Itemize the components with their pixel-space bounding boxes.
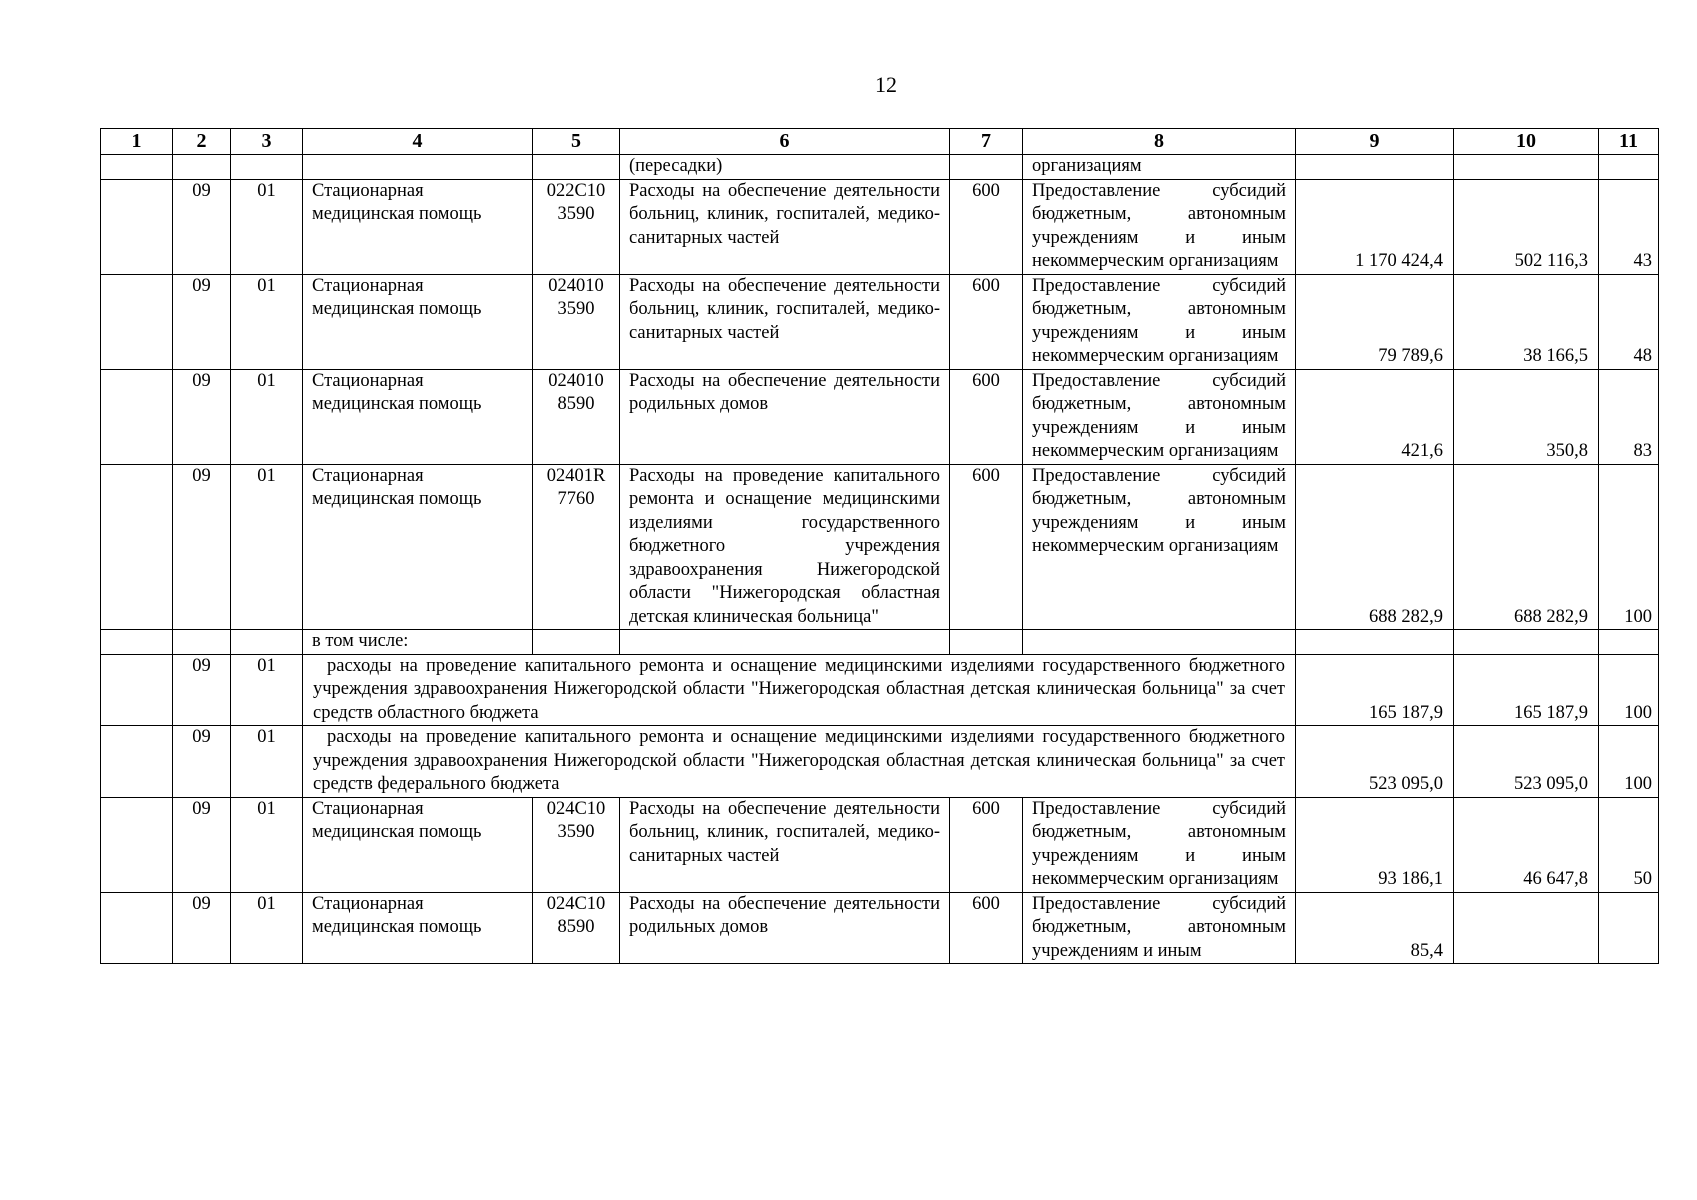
execution-percent: 100 [1599,726,1659,798]
section-code: 09 [173,369,231,464]
header-col-8: 8 [1023,129,1296,155]
amount-executed: 350,8 [1454,369,1599,464]
expense-type-description: Предоставление субсидий бюджетным, автономным учреждениям и иным некоммерческим организациям [1023,274,1296,369]
expense-type-description: Предоставление субсидий бюджетным, автономным учреждениям и иным некоммерческим организациям [1023,369,1296,464]
amount-planned: 165 187,9 [1296,654,1454,726]
header-col-3: 3 [231,129,303,155]
amount-executed: 38 166,5 [1454,274,1599,369]
target-article-code: 024С10 8590 [533,892,620,964]
execution-percent: 100 [1599,654,1659,726]
amount-planned: 523 095,0 [1296,726,1454,798]
header-col-4: 4 [303,129,533,155]
section-code: 09 [173,179,231,274]
header-col-1: 1 [101,129,173,155]
execution-percent: 50 [1599,797,1659,892]
subsection-name: Стационарная медицинская помощь [303,892,533,964]
section-code: 09 [173,654,231,726]
header-col-9: 9 [1296,129,1454,155]
amount-executed: 46 647,8 [1454,797,1599,892]
expense-type-code: 600 [950,797,1023,892]
header-col-10: 10 [1454,129,1599,155]
expense-type-code: 600 [950,274,1023,369]
table-row [101,797,1659,892]
subsection-code: 01 [231,654,303,726]
expense-type-description: организациям [1023,155,1296,180]
section-code: 09 [173,892,231,964]
expense-description: Расходы на обеспечение деятельности больниц, клиник, госпиталей, медико-санитарных частей [620,797,950,892]
subsection-name: Стационарная медицинская помощь [303,179,533,274]
amount-executed: 688 282,9 [1454,464,1599,630]
subsection-name: Стационарная медицинская помощь [303,274,533,369]
subsection-name: Стационарная медицинская помощь [303,797,533,892]
table-row [101,274,1659,369]
expense-type-description: Предоставление субсидий бюджетным, автономным учреждениям и иным некоммерческим организациям [1023,797,1296,892]
target-article-code: 022С10 3590 [533,179,620,274]
target-article-code: 024С10 3590 [533,797,620,892]
execution-percent: 48 [1599,274,1659,369]
subsection-code: 01 [231,464,303,630]
carry-over-row [101,155,1659,180]
execution-percent [1599,892,1659,964]
expense-type-code: 600 [950,369,1023,464]
including-label: в том числе: [303,630,533,655]
amount-executed: 502 116,3 [1454,179,1599,274]
expense-type-code: 600 [950,179,1023,274]
amount-planned: 421,6 [1296,369,1454,464]
expense-type-code: 600 [950,464,1023,630]
including-row [101,630,1659,655]
execution-percent: 83 [1599,369,1659,464]
expense-description: (пересадки) [620,155,950,180]
subsection-code: 01 [231,274,303,369]
budget-table [100,128,1659,964]
subsection-name: Стационарная медицинская помощь [303,369,533,464]
expense-type-description: Предоставление субсидий бюджетным, автономным учреждениям и иным [1023,892,1296,964]
expense-description: Расходы на обеспечение деятельности больниц, клиник, госпиталей, медико-санитарных частей [620,274,950,369]
header-row [101,129,1659,155]
subsection-code: 01 [231,797,303,892]
table-row [101,179,1659,274]
header-col-7: 7 [950,129,1023,155]
section-code: 09 [173,274,231,369]
header-col-11: 11 [1599,129,1659,155]
header-col-2: 2 [173,129,231,155]
table-row [101,892,1659,964]
expense-type-description: Предоставление субсидий бюджетным, автономным учреждениям и иным некоммерческим организациям [1023,464,1296,630]
expense-type-code: 600 [950,892,1023,964]
expense-description: Расходы на обеспечение деятельности родильных домов [620,892,950,964]
amount-planned: 93 186,1 [1296,797,1454,892]
header-col-6: 6 [620,129,950,155]
amount-executed: 165 187,9 [1454,654,1599,726]
amount-planned: 85,4 [1296,892,1454,964]
amount-executed: 523 095,0 [1454,726,1599,798]
subsection-name: Стационарная медицинская помощь [303,464,533,630]
subsection-code: 01 [231,179,303,274]
subsection-code: 01 [231,369,303,464]
expense-description: Расходы на проведение капитального ремонта и оснащение медицинскими изделиями государственного бюджетного учреждения здравоохранения Нижегородской области "Нижегородская областная детская клиническая больница" [620,464,950,630]
section-code: 09 [173,726,231,798]
amount-executed [1454,892,1599,964]
header-col-5: 5 [533,129,620,155]
expense-description: Расходы на обеспечение деятельности больниц, клиник, госпиталей, медико-санитарных частей [620,179,950,274]
subsection-code: 01 [231,892,303,964]
amount-planned: 688 282,9 [1296,464,1454,630]
expense-type-description: Предоставление субсидий бюджетным, автономным учреждениям и иным некоммерческим организациям [1023,179,1296,274]
table-row [101,369,1659,464]
page-number: 12 [875,72,897,97]
amount-planned: 79 789,6 [1296,274,1454,369]
target-article-code: 024010 3590 [533,274,620,369]
execution-percent: 43 [1599,179,1659,274]
sub-row [101,654,1659,726]
sub-row [101,726,1659,798]
amount-planned: 1 170 424,4 [1296,179,1454,274]
subsection-code: 01 [231,726,303,798]
execution-percent: 100 [1599,464,1659,630]
sub-row-description: расходы на проведение капитального ремонта и оснащение медицинскими изделиями государственного бюджетного учреждения здравоохранения Нижегородской области "Нижегородская областная детская клиническая больница" за счет средств федерального бюджета [303,726,1296,798]
target-article-code: 024010 8590 [533,369,620,464]
section-code: 09 [173,464,231,630]
sub-row-description: расходы на проведение капитального ремонта и оснащение медицинскими изделиями государственного бюджетного учреждения здравоохранения Нижегородской области "Нижегородская областная детская клиническая больница" за счет средств областного бюджета [303,654,1296,726]
table-row [101,464,1659,630]
section-code: 09 [173,797,231,892]
expense-description: Расходы на обеспечение деятельности родильных домов [620,369,950,464]
target-article-code: 02401R 7760 [533,464,620,630]
